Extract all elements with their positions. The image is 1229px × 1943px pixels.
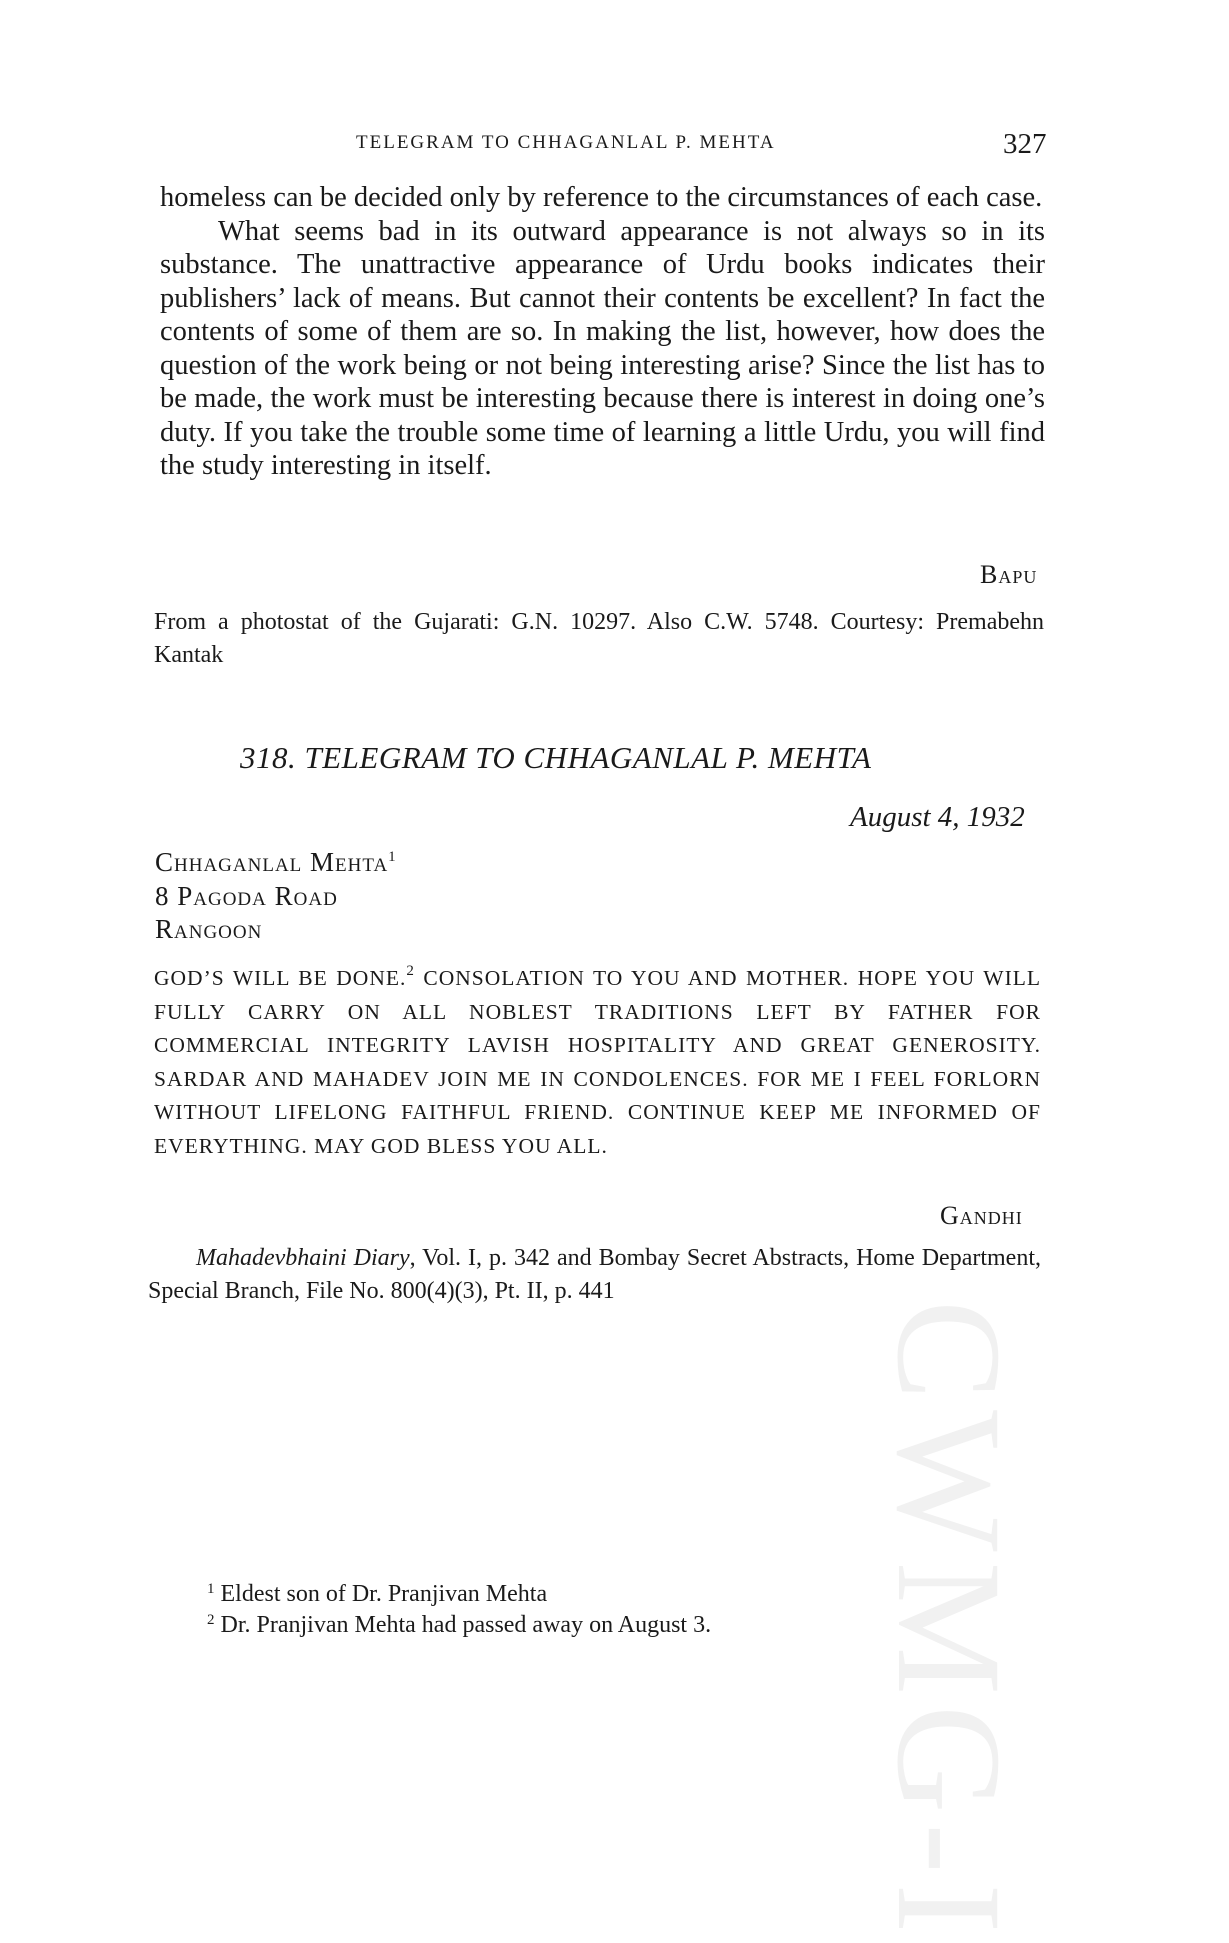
letter-signature: Bapu <box>980 560 1038 589</box>
section-heading: 318. TELEGRAM TO CHHAGANLAL P. MEHTA <box>240 740 872 775</box>
letter-source-text: From a photostat of the Gujarati: G.N. 10297. Also C.W. 5748. Courtesy: Premabehn Kantak <box>154 609 1044 668</box>
source-details: , Vol. I, p. 342 and Bombay Secret Abstracts, Home Department, Special Branch, File No. 800(4)(3), Pt. II, p. 441 <box>148 1245 1042 1304</box>
letter-body <box>160 181 1045 483</box>
telegram-signature: Gandhi <box>940 1201 1023 1230</box>
footnote-ref-1: 1 <box>388 849 397 865</box>
footnote-2-mark: 2 <box>207 1612 215 1628</box>
telegram-text-part1: GOD’S WILL BE DONE. <box>154 966 407 990</box>
footnote-1-text: Eldest son of Dr. Pranjivan Mehta <box>214 1581 548 1607</box>
telegram-text-part2: CONSOLATION TO YOU AND MOTHER. HOPE YOU WILL FULLY CARRY ON ALL NOBLEST TRADITIONS LEFT BY FATHER FOR COMMERCIAL INTEGRITY LAVISH HOSPITALITY AND GREAT GENEROSITY. SARDAR AND MAHADEV JOIN ME IN CONDOLENCES. FOR ME I FEEL FORLORN WITHOUT LIFELONG FAITHFUL FRIEND. CONTINUE KEEP ME INFORMED OF EVERYTHING. MAY GOD BLESS YOU ALL. <box>154 966 1041 1158</box>
footnote-2-text: Dr. Pranjivan Mehta had passed away on August 3. <box>214 1612 712 1638</box>
address-city: Rangoon <box>155 914 263 944</box>
footnote-2 <box>207 1610 711 1641</box>
running-head: TELEGRAM TO CHHAGANLAL P. MEHTA <box>356 132 776 153</box>
letter-paragraph-2: What seems bad in its outward appearance is not always so in its substance. The unattractive appearance of Urdu books indicates their publishers’ lack of means. But cannot their contents be excellent? In fact the contents of some of them are so. In making the list, however, how does the question of the work being or not being interesting arise? Since the list has to be made, the work must be interesting because there is interest in doing one’s duty. If you take the trouble some time of learning a little Urdu, you will find the study interesting in itself. <box>160 215 1045 481</box>
address-name: Chhaganlal Mehta <box>155 847 389 877</box>
telegram-source-note <box>148 1242 1041 1308</box>
telegram-text <box>154 962 1041 1163</box>
footnotes <box>207 1579 711 1641</box>
source-title: Mahadevbhaini Diary <box>196 1245 410 1271</box>
page-number: 327 <box>1003 128 1047 160</box>
footnote-1-mark: 1 <box>207 1581 215 1597</box>
letter-source-note <box>154 606 1044 672</box>
telegram-date: August 4, 1932 <box>850 801 1025 833</box>
footnote-ref-2: 2 <box>406 963 415 979</box>
letter-paragraph-1: homeless can be decided only by reference to the circumstances of each case. <box>160 182 1043 213</box>
address-name-line <box>155 846 397 880</box>
footnote-1 <box>207 1579 711 1610</box>
telegram-address <box>155 846 397 947</box>
address-street: 8 Pagoda Road <box>155 880 338 911</box>
watermark: CWMG-I <box>866 1300 1032 1943</box>
